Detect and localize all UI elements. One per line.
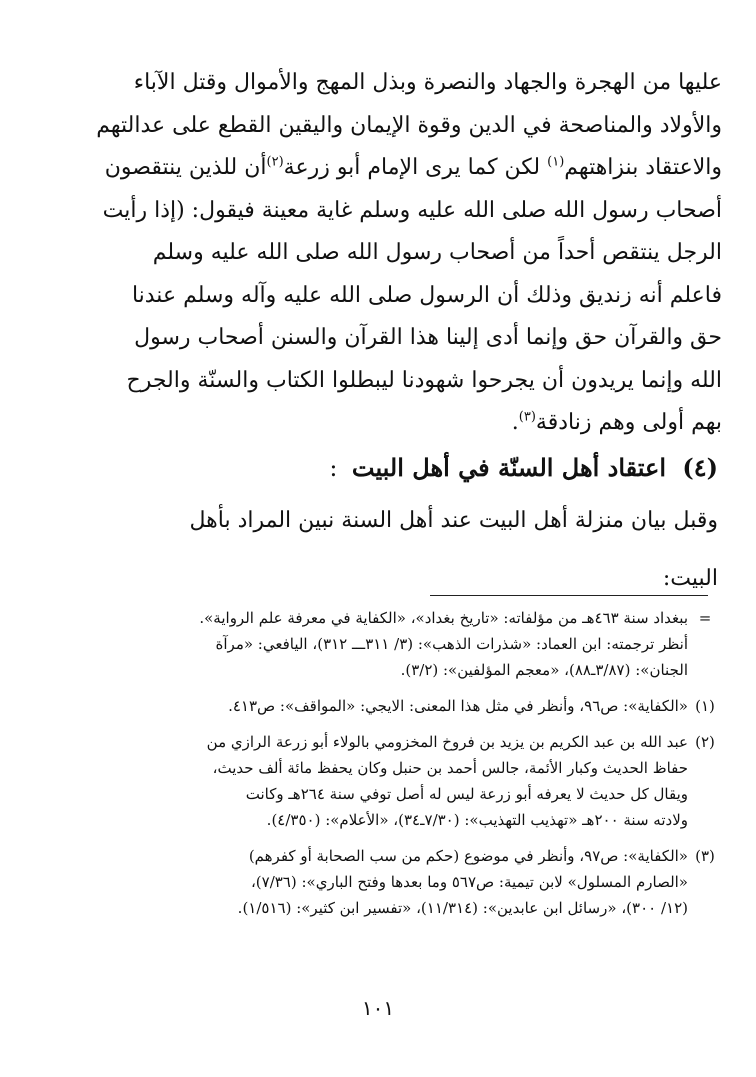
footnote-2 xyxy=(48,729,722,833)
footnote-line: ولادته سنة ٢٠٠هـ «تهذيب التهذيب»: (٧/٣٠ـ٣٤)، «الأعلام»: (٤/٣٥٠). xyxy=(266,811,688,829)
footnote-mark: (٢) xyxy=(695,733,715,751)
text-line: فاعلم أنه زنديق وذلك أن الرسول صلى الله عليه وآله وسلم عندنا xyxy=(131,282,722,308)
footnote-separator xyxy=(430,595,708,596)
footnote-line: عبد الله بن عبد الكريم بن يزيد بن فروخ المخزومي بالولاء أبو زرعة الرازي من xyxy=(206,733,688,751)
footnote-line: حفاظ الحديث وكبار الأئمة، جالس أحمد بن حنبل وكان يحفظ مائة ألف حديث، xyxy=(212,759,688,777)
footnote-line: الجنان»: (٣/٨٧ـ٨٨)، «معجم المؤلفين»: (٣/٢). xyxy=(400,661,688,679)
section-title: اعتقاد أهل السنّة في أهل البيت xyxy=(351,453,667,482)
text-line: حق والقرآن حق وإنما أدى إلينا هذا القرآن والسنن أصحاب رسول xyxy=(134,325,722,350)
section-heading xyxy=(60,448,718,488)
footnotes xyxy=(48,605,722,931)
footnote-body xyxy=(48,843,688,921)
footnote-mark: = xyxy=(698,609,712,627)
footnote-mark: (١) xyxy=(695,697,715,715)
footnote-line: (١٢/ ٣٠٠)، «رسائل ابن عابدين»: (١١/٣١٤)، «تفسير ابن كثير»: (١/٥١٦). xyxy=(237,899,688,917)
footnote-3 xyxy=(48,843,722,921)
text-line: عليها من الهجرة والجهاد والنصرة وبذل المهج والأموال وقتل الآباء xyxy=(133,70,722,95)
footnote-ref-3[interactable]: (٣) xyxy=(518,409,536,425)
footnote-continued xyxy=(48,605,722,683)
text-line: أصحاب رسول الله صلى الله عليه وسلم غاية معينة فيقول: (إذا رأيت xyxy=(102,197,722,223)
text-line: وقبل بيان منزلة أهل البيت عند أهل السنة نبين المراد بأهل xyxy=(189,508,718,533)
text-line: الرجل ينتقص أحداً من أصحاب رسول الله صلى الله عليه وسلم xyxy=(152,240,722,265)
footnote-line: ويقال كل حديث لا يعرفه أبو زرعة ليس له أصل توفي سنة ٢٦٤هـ وكانت xyxy=(245,785,688,803)
page-number: ١٠١ xyxy=(361,996,395,1020)
text-line: البيت: xyxy=(662,566,718,591)
footnote-line: «الكفاية»: ص٩٦، وأنظر في مثل هذا المعنى: الايجي: «المواقف»: ص٤١٣. xyxy=(228,697,688,715)
text-line: والأولاد والمناصحة في الدين وقوة الإيمان واليقين القطع على عدالتهم xyxy=(96,112,722,138)
footnote-line: «الكفاية»: ص٩٧، وأنظر في موضوع (حكم من سب الصحابة أو كفرهم) xyxy=(248,847,688,865)
footnote-line: أنظر ترجمته: ابن العماد: «شذرات الذهب»: (٣/ ٣١١ـــ ٣١٢)، اليافعي: «مرآة xyxy=(215,635,688,653)
footnote-line: ببغداد سنة ٤٦٣هـ من مؤلفاته: «تاريخ بغداد»، «الكفاية في معرفة علم الرواية». xyxy=(199,609,688,627)
text-segment: والاعتقاد بنزاهتهم xyxy=(564,155,722,180)
footnote-1 xyxy=(48,693,722,719)
intro-paragraph xyxy=(60,492,718,608)
footnote-ref-2[interactable]: (٢) xyxy=(266,154,284,170)
footnote-body xyxy=(48,729,688,833)
text-line xyxy=(60,147,722,190)
footnote-line: «الصارم المسلول» لابن تيمية: ص٥٦٧ وما بعدها وفتح الباري»: (٧/٣٦)، xyxy=(250,873,688,891)
footnote-mark: (٣) xyxy=(695,847,715,865)
footnote-body xyxy=(48,605,688,683)
section-number: (٤) xyxy=(682,453,718,482)
text-segment: لكن كما يرى الإمام أبو زرعة xyxy=(283,155,541,180)
footnote-body xyxy=(48,693,688,719)
text-line xyxy=(60,402,722,445)
main-text xyxy=(60,62,722,445)
text-segment: بهم أولى وهم زنادقة xyxy=(535,410,722,435)
text-segment: أن للذين ينتقصون xyxy=(104,155,267,180)
end-punctuation: . xyxy=(511,410,519,435)
footnote-ref-1[interactable]: (١) xyxy=(547,154,565,170)
text-line: الله وإنما يريدون أن يجرحوا شهودنا ليبطلوا الكتاب والسنّة والجرح xyxy=(126,367,722,393)
section-colon: : xyxy=(329,454,338,482)
